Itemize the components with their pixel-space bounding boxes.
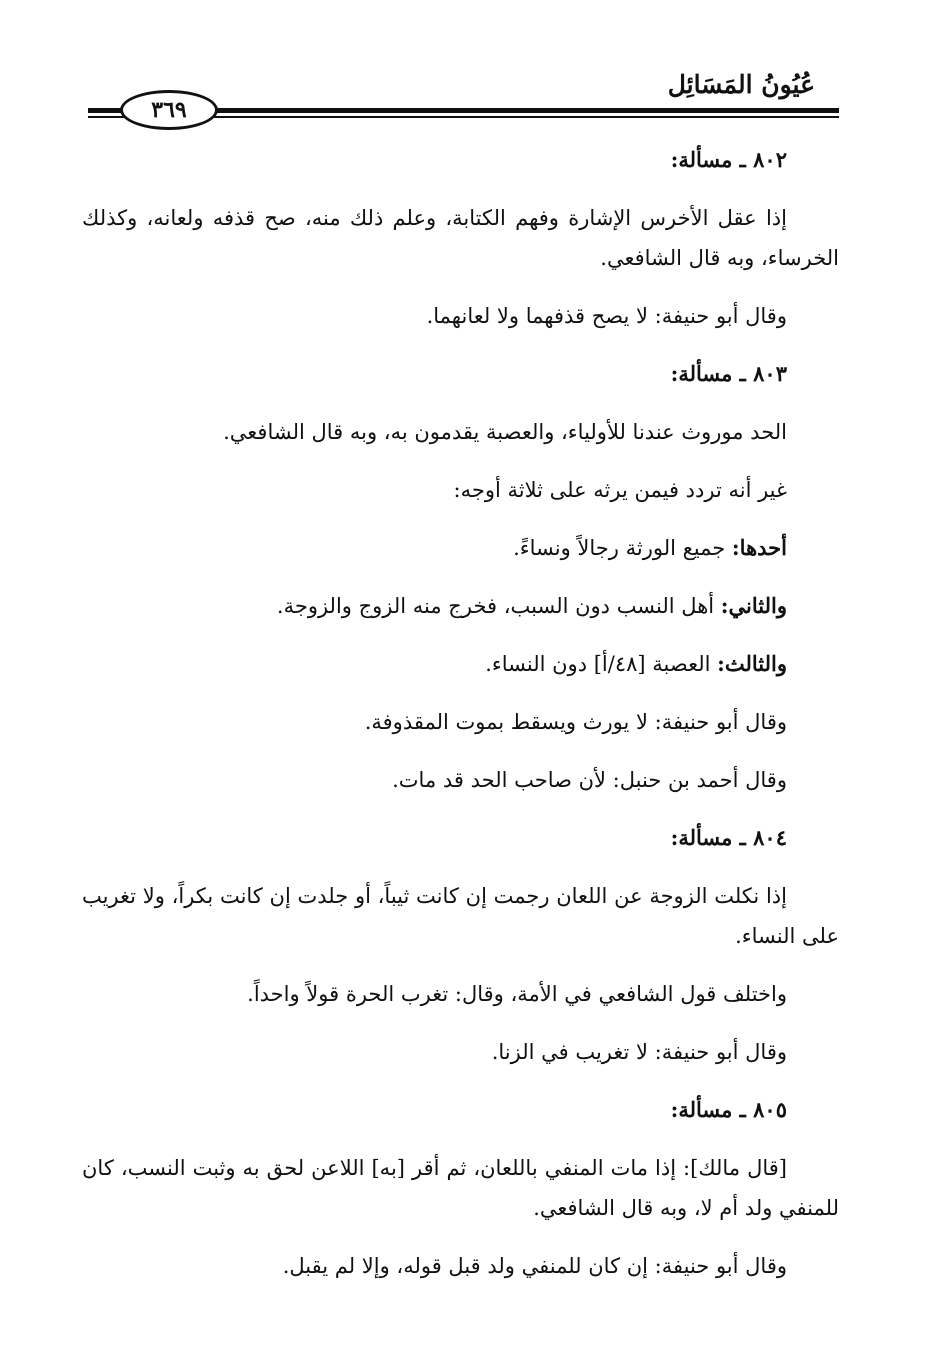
paragraph: وقال أبو حنيفة: لا يصح قذفهما ولا لعانهما.	[426, 304, 787, 328]
option-second	[82, 586, 839, 626]
option-label: والثاني:	[720, 593, 787, 618]
page-body	[82, 140, 839, 1304]
paragraph: إذا نكلت الزوجة عن اللعان رجمت إن كانت ثيباً، أو جلدت إن كانت بكراً، ولا تغريب على النساء.	[82, 884, 839, 948]
section-heading-805: ٨٠٥ ـ مسألة:	[670, 1097, 787, 1122]
paragraph: وقال أبو حنيفة: إن كان للمنفي ولد قبل قوله، وإلا لم يقبل.	[282, 1254, 787, 1278]
section-heading-803: ٨٠٣ ـ مسألة:	[670, 361, 787, 386]
page-number-badge: ٣٦٩	[120, 90, 218, 130]
paragraph: [قال مالك]: إذا مات المنفي باللعان، ثم أقر [به] اللاعن لحق به وثبت النسب، كان للمنفي ولد أم لا، وبه قال الشافعي.	[82, 1156, 839, 1220]
paragraph: غير أنه تردد فيمن يرثه على ثلاثة أوجه:	[453, 478, 787, 502]
paragraph: إذا عقل الأخرس الإشارة وفهم الكتابة، وعلم ذلك منه، صح قذفه ولعانه، وكذلك الخرساء، وبه قال الشافعي.	[82, 206, 839, 270]
paragraph: وقال أبو حنيفة: لا يورث ويسقط بموت المقذوفة.	[364, 710, 787, 734]
option-text: جميع الورثة رجالاً ونساءً.	[513, 536, 732, 560]
paragraph: واختلف قول الشافعي في الأمة، وقال: تغرب الحرة قولاً واحداً.	[247, 982, 787, 1006]
book-title: عُيُونُ المَسَائِل	[667, 70, 815, 99]
paragraph: وقال أحمد بن حنبل: لأن صاحب الحد قد مات.	[392, 768, 787, 792]
option-first	[82, 528, 839, 568]
option-label: والثالث:	[717, 651, 787, 676]
option-text: أهل النسب دون السبب، فخرج منه الزوج والزوجة.	[276, 594, 721, 618]
paragraph: الحد موروث عندنا للأولياء، والعصبة يقدمون به، وبه قال الشافعي.	[223, 420, 787, 444]
option-third	[82, 644, 839, 684]
section-heading-804: ٨٠٤ ـ مسألة:	[670, 825, 787, 850]
paragraph: وقال أبو حنيفة: لا تغريب في الزنا.	[491, 1040, 787, 1064]
option-text: العصبة [٤٨/أ] دون النساء.	[485, 652, 718, 676]
section-heading-802: ٨٠٢ ـ مسألة:	[670, 147, 787, 172]
option-label: أحدها:	[731, 535, 787, 560]
